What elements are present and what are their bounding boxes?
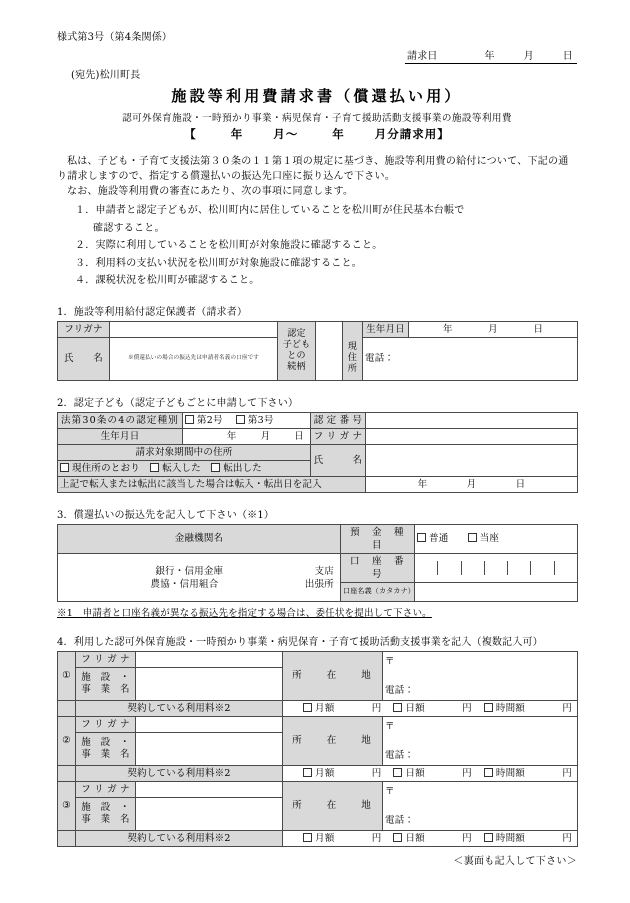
- birthdate-month: 月: [488, 323, 498, 335]
- account-digit-box[interactable]: [485, 561, 508, 575]
- facility-name-label-line2-1: 事 業 名: [81, 683, 130, 695]
- facility-name-label-1: [76, 667, 136, 700]
- section-3-heading: 3．償還払いの振込先を記入して下さい（※1）: [57, 509, 275, 521]
- facility-phone-label-2: 電話：: [385, 749, 415, 761]
- section-3-table: [57, 524, 578, 602]
- checkbox-type-3-icon[interactable]: [236, 415, 245, 424]
- table-row: [58, 524, 578, 553]
- checkbox-moved-in-icon[interactable]: [150, 463, 159, 472]
- account-digit-box[interactable]: [415, 561, 438, 575]
- fee-monthly-label-1: 月額: [315, 702, 335, 714]
- claim-date-label: 請求日: [407, 51, 438, 62]
- checkbox-type-2-icon[interactable]: [185, 415, 194, 424]
- table-row: [58, 321, 578, 337]
- table-row: [58, 765, 578, 781]
- facility-location-label-3: 所 在 地: [283, 781, 383, 830]
- facility-phone-label-3: 電話：: [385, 814, 415, 826]
- claim-date-month: 月: [523, 51, 534, 62]
- fee-hourly-label-2: 時間額: [495, 767, 525, 779]
- table-row: [58, 476, 578, 492]
- account-holder-label: 口座名義（カタカナ）: [341, 582, 415, 601]
- deposit-type-options[interactable]: [415, 524, 578, 553]
- bank-office-label: 出張所: [304, 578, 335, 590]
- account-digit-box[interactable]: [531, 561, 554, 575]
- facility-index-2: ②: [58, 716, 76, 765]
- move-date-input[interactable]: [366, 476, 578, 492]
- section-3-footnote-text: ※1 申請者と口座名義が異なる振込先を指定する場合は、委任状を提出して下さい。: [57, 607, 432, 619]
- page-subtitle: 認可外保育施設・一時預かり事業・病児保育・子育て援助活動支援事業の施設等利用費: [122, 113, 512, 124]
- fee-label-1: 契約している利用料※2: [76, 700, 283, 716]
- facility-name-label-line2-2: 事 業 名: [81, 748, 130, 760]
- consent-item-4: ４．課税状況を松川町が確認すること。: [75, 275, 260, 286]
- checkbox-daily-icon-3[interactable]: [393, 833, 402, 842]
- claim-date-year: 年: [484, 51, 495, 62]
- facility-name-label-line1-3: 施 設 ・: [81, 801, 130, 813]
- fee-monthly-yen-3: 円: [371, 832, 382, 844]
- table-row: [58, 428, 578, 444]
- cert-type-options[interactable]: [183, 412, 311, 428]
- bank-type-line-1: 銀行・信用金庫: [155, 565, 224, 577]
- facility-furigana-input-2[interactable]: [136, 716, 283, 732]
- fee-daily-yen-2: 円: [462, 767, 472, 779]
- opt-moved-in: 転入した: [162, 462, 201, 474]
- opt-current-address: 現住所のとおり: [72, 462, 140, 474]
- child-name-label: 氏 名: [311, 444, 366, 476]
- intro-paragraph-2: なお、施設等利用費の審査にあたり、次の事項に同意します。: [67, 186, 354, 197]
- birthdate-input[interactable]: [409, 321, 578, 337]
- checkbox-monthly-icon-2[interactable]: [303, 768, 312, 777]
- claim-date-field[interactable]: [405, 47, 577, 64]
- guardian-name-input[interactable]: [110, 337, 278, 380]
- guardian-furigana-label: フリガナ: [58, 321, 110, 337]
- fee-hourly-yen-2: 円: [562, 767, 573, 779]
- fee-options-2[interactable]: [283, 765, 578, 781]
- period-to-label: 月分請求用】: [374, 127, 450, 141]
- account-digit-box[interactable]: [462, 561, 485, 575]
- opt-ordinary: 普通: [429, 533, 449, 544]
- postal-mark-1: 〒: [385, 655, 395, 667]
- address-input[interactable]: [363, 337, 578, 380]
- fee-hourly-yen-3: 円: [562, 832, 573, 844]
- birthdate-label: 生年月日: [363, 321, 409, 337]
- section-1-heading: 1．施設等利用給付認定保護者（請求者）: [57, 306, 248, 318]
- account-number-boxes[interactable]: [415, 561, 577, 575]
- checkbox-monthly-icon-3[interactable]: [303, 833, 312, 842]
- form-code: 様式第3号（第4条関係）: [57, 32, 173, 43]
- cert-type-option-3: 第3号: [247, 414, 274, 426]
- account-digit-box[interactable]: [508, 561, 531, 575]
- child-birthdate-input[interactable]: [183, 428, 311, 444]
- consent-item-2: ２．実際に利用していることを松川町が対象施設に確認すること。: [75, 240, 383, 251]
- child-birth-day: 日: [294, 430, 304, 442]
- facility-furigana-label-1: フ リ ガ ナ: [76, 651, 136, 667]
- account-number-input[interactable]: [415, 553, 578, 582]
- facility-name-label-line1-2: 施 設 ・: [81, 736, 130, 748]
- address-label: 現 住 所: [343, 337, 363, 380]
- section-2-table: [57, 412, 578, 493]
- phone-label: 電話：: [365, 353, 395, 364]
- fee-daily-label-1: 日額: [405, 702, 425, 714]
- consent-item-3: ３．利用料の支払い状況を松川町が対象施設に確認すること。: [75, 257, 362, 269]
- move-date-month: 月: [466, 478, 477, 490]
- tail-note: ＜裏面も記入して下さい＞: [453, 855, 577, 867]
- table-row: [58, 781, 578, 797]
- facility-name-input-3[interactable]: [136, 797, 283, 830]
- bank-type-line-2: 農協・信用組合: [150, 578, 219, 590]
- move-date-year: 年: [417, 478, 428, 490]
- postal-mark-3: 〒: [385, 785, 395, 797]
- facility-location-label-2: 所 在 地: [283, 716, 383, 765]
- child-name-input[interactable]: [366, 444, 578, 476]
- facility-furigana-label-3: フ リ ガ ナ: [76, 781, 136, 797]
- facility-name-label-line1-1: 施 設 ・: [81, 671, 130, 683]
- move-date-day: 日: [515, 478, 526, 490]
- checkbox-ordinary-icon[interactable]: [417, 533, 426, 542]
- fee-daily-yen-3: 円: [462, 832, 472, 844]
- fee-monthly-label-3: 月額: [315, 832, 335, 844]
- birthdate-spacer: [343, 321, 363, 337]
- period-open-bracket: 【: [184, 127, 197, 141]
- checkbox-daily-icon-1[interactable]: [393, 703, 402, 712]
- table-row: [58, 651, 578, 667]
- facility-location-input-2[interactable]: [383, 716, 578, 765]
- account-number-label: 口 座 番 号: [341, 553, 415, 582]
- facility-location-input-1[interactable]: [383, 651, 578, 700]
- fee-hourly-label-1: 時間額: [495, 702, 525, 714]
- checkbox-hourly-icon-1[interactable]: [484, 703, 493, 712]
- checkbox-monthly-icon-1[interactable]: [303, 703, 312, 712]
- move-date-label: 上記で転入または転出に該当した場合は転入・転出日を記入: [58, 476, 366, 492]
- checkbox-hourly-icon-2[interactable]: [484, 768, 493, 777]
- cert-number-label: 認 定 番 号: [311, 412, 366, 428]
- checkbox-hourly-icon-3[interactable]: [484, 833, 493, 842]
- checkbox-daily-icon-2[interactable]: [393, 768, 402, 777]
- table-row: [58, 830, 578, 846]
- fee-index-spacer-2: [58, 765, 76, 781]
- fee-hourly-yen-1: 円: [562, 702, 573, 714]
- claim-period-title[interactable]: 【 年 月～ 年 月分請求用】: [184, 127, 450, 141]
- cert-type-label: 法第30条の4の認定種別: [58, 412, 183, 428]
- fee-options-3[interactable]: [283, 830, 578, 846]
- period-address-label: 請求対象期間中の住所: [58, 444, 311, 460]
- section-1-table: [57, 321, 578, 381]
- checkbox-moved-out-icon[interactable]: [211, 463, 220, 472]
- facility-furigana-label-2: フ リ ガ ナ: [76, 716, 136, 732]
- child-birth-month: 月: [260, 430, 271, 442]
- bank-name-label: 金融機関名: [58, 524, 341, 553]
- birthdate-day: 日: [533, 323, 544, 335]
- relation-input[interactable]: [316, 321, 343, 380]
- bank-name-input[interactable]: [58, 553, 341, 601]
- fee-daily-yen-1: 円: [462, 702, 472, 714]
- birthdate-year: 年: [442, 323, 453, 335]
- section-4-table: [57, 651, 578, 847]
- facility-name-label-2: [76, 732, 136, 765]
- child-furigana-label: フ リ ガ ナ: [311, 428, 366, 444]
- child-birthdate-label: 生年月日: [58, 428, 183, 444]
- fee-monthly-yen-2: 円: [371, 767, 382, 779]
- period-to-year: 年: [332, 127, 345, 141]
- deposit-type-label: 預 金 種 目: [341, 524, 415, 553]
- fee-index-spacer-1: [58, 700, 76, 716]
- page-title: 施設等利用費請求書（償還払い用）: [171, 87, 463, 105]
- fee-label-3: 契約している利用料※2: [76, 830, 283, 846]
- cert-type-option-2: 第2号: [197, 414, 223, 426]
- fee-monthly-yen-1: 円: [371, 702, 382, 714]
- opt-current-account: 当座: [479, 533, 500, 544]
- account-digit-box[interactable]: [438, 561, 461, 575]
- section-3-footnote: [57, 605, 577, 619]
- bank-branch-label: 支店: [314, 565, 334, 577]
- period-from-month: 月: [273, 127, 286, 141]
- intro-paragraph-1: 私は、子ども・子育て支援法第３０条の１１第１項の規定に基づき、施設等利用費の給付について、下記の通り請求しますので、指定する償還払いの振込先口座に振り込んで下さい。: [57, 156, 569, 182]
- fee-label-2: 契約している利用料※2: [76, 765, 283, 781]
- facility-furigana-input-1[interactable]: [136, 651, 283, 667]
- account-digit-box[interactable]: [555, 561, 577, 575]
- facility-name-label-3: [76, 797, 136, 830]
- consent-item-1: １．申請者と認定子どもが、松川町内に居住していることを松川町が住民基本台帳で: [75, 205, 465, 216]
- child-birth-year: 年: [226, 430, 237, 442]
- period-from-year: 年: [230, 127, 244, 141]
- account-holder-input[interactable]: [415, 582, 578, 601]
- fee-daily-label-2: 日額: [405, 767, 425, 779]
- document-body: [57, 28, 577, 867]
- fee-hourly-label-3: 時間額: [495, 832, 525, 844]
- table-row: [58, 412, 578, 428]
- table-row: [58, 700, 578, 716]
- checkbox-current-account-icon[interactable]: [468, 533, 477, 542]
- child-furigana-input[interactable]: [366, 428, 578, 444]
- guardian-name-label: 氏 名: [58, 337, 110, 380]
- fee-daily-label-3: 日額: [405, 832, 425, 844]
- facility-name-label-line2-3: 事 業 名: [81, 813, 130, 825]
- period-address-options[interactable]: [58, 460, 311, 476]
- facility-location-input-3[interactable]: [383, 781, 578, 830]
- consent-item-1-cont: 確認すること。: [93, 222, 165, 234]
- addressee: (宛先)松川町長: [71, 70, 141, 81]
- consent-list: [57, 202, 577, 290]
- cert-number-input[interactable]: [366, 412, 578, 428]
- checkbox-current-address-icon[interactable]: [60, 463, 69, 472]
- section-4-heading: 4．利用した認可外保育施設・一時預かり事業・病児保育・子育て援助活動支援事業を記入（複数記入可）: [57, 636, 543, 648]
- guardian-furigana-input[interactable]: [110, 321, 278, 337]
- guardian-name-note: ※償還払いの場合の振込先は申請者名義の口座です: [128, 355, 259, 361]
- fee-monthly-label-2: 月額: [315, 767, 335, 779]
- facility-furigana-input-3[interactable]: [136, 781, 283, 797]
- table-row: [58, 716, 578, 732]
- opt-moved-out: 転出した: [223, 462, 262, 474]
- facility-index-1: ①: [58, 651, 76, 700]
- relation-label: 認定 子ども との 続柄: [278, 321, 316, 380]
- claim-date-day: 日: [562, 51, 573, 62]
- facility-name-input-1[interactable]: [136, 667, 283, 700]
- table-row: [58, 444, 578, 460]
- facility-location-label-1: 所 在 地: [283, 651, 383, 700]
- section-2-heading: 2．認定子ども（認定子どもごとに申請して下さい）: [57, 397, 299, 409]
- facility-name-input-2[interactable]: [136, 732, 283, 765]
- claim-date-row: [57, 47, 577, 64]
- fee-index-spacer-3: [58, 830, 76, 846]
- facility-phone-label-1: 電話：: [385, 684, 415, 696]
- facility-index-3: ③: [58, 781, 76, 830]
- table-row: [58, 553, 578, 582]
- fee-options-1[interactable]: [283, 700, 578, 716]
- postal-mark-2: 〒: [385, 720, 395, 732]
